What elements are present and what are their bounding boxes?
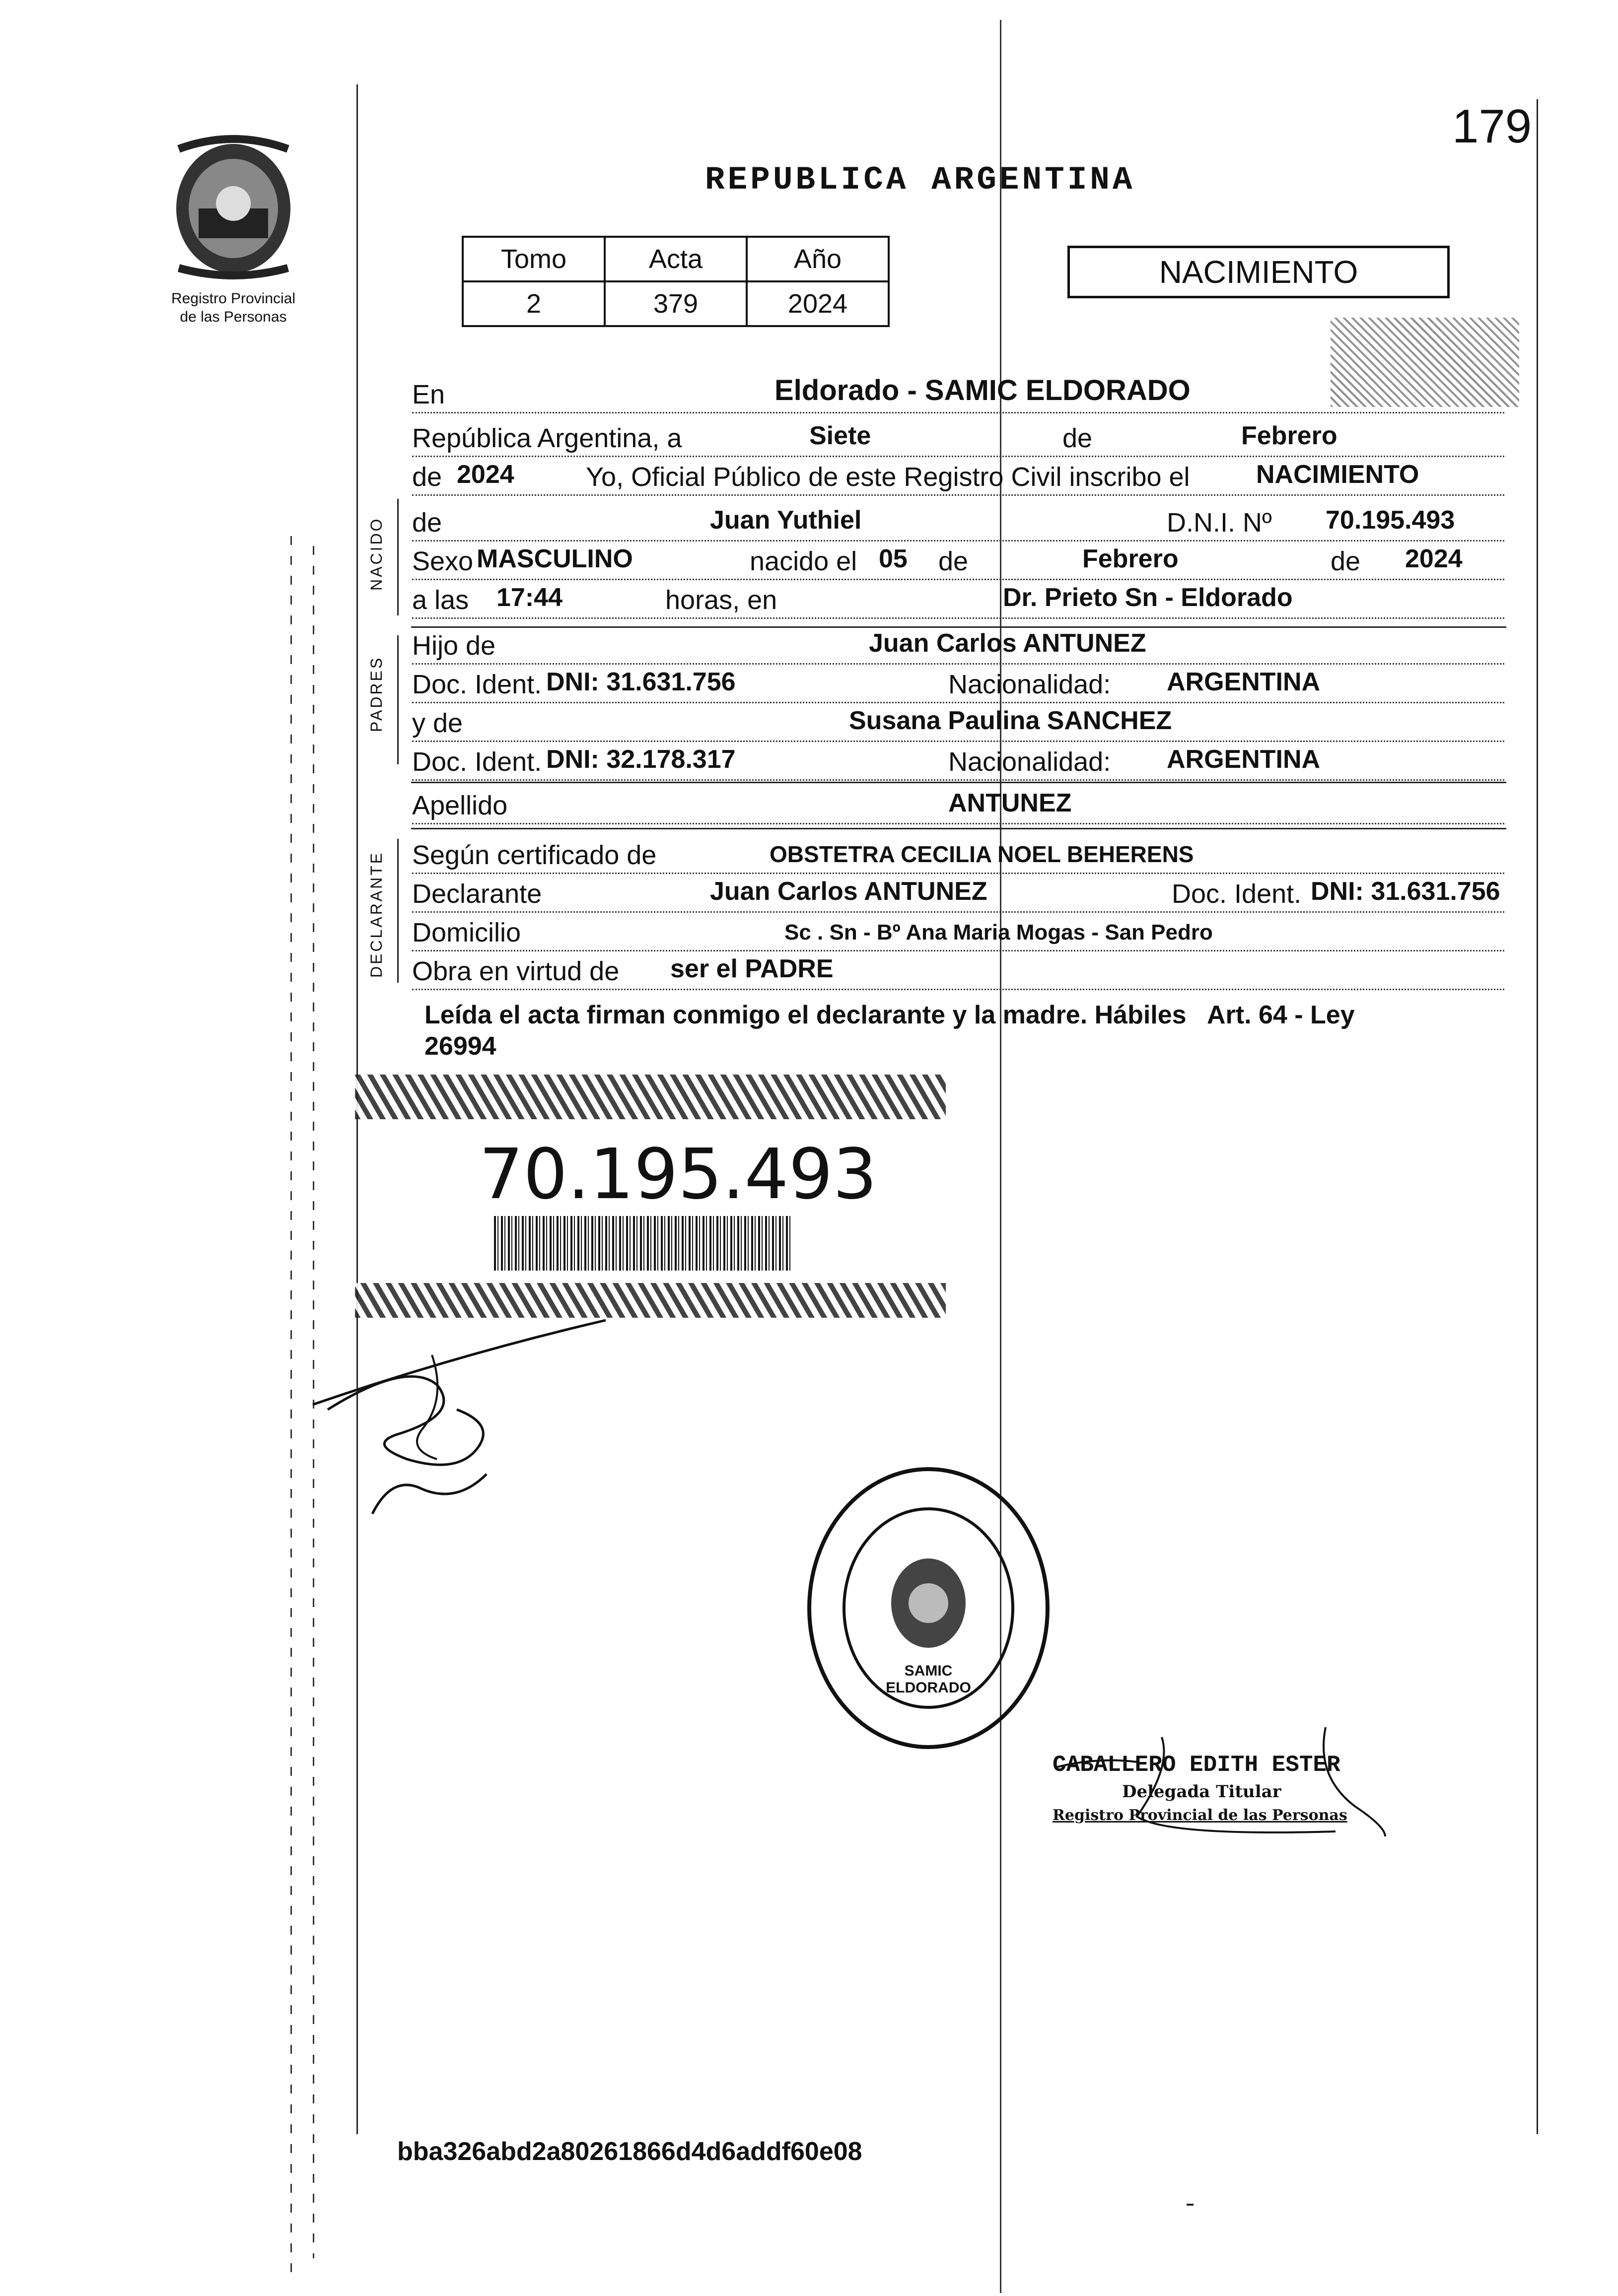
record-table [462,236,890,327]
declarante-doc-label: Doc. Ident. [1172,879,1302,909]
official-name: CABALLERO EDITH ESTER [1053,1752,1340,1778]
domicilio-label: Domicilio [412,918,521,947]
registry-name-line1: Registro Provincial [171,290,296,307]
sticker-pattern-top [355,1075,946,1119]
sexo-value: MASCULINO [477,544,633,573]
de-label: de [1062,423,1093,453]
nacido-name-value: Juan Yuthiel [710,506,862,535]
row-declarante [412,873,1504,913]
divider-declarante [411,828,1506,829]
mother-name: Susana Paulina SANCHEZ [849,706,1172,735]
row-en [412,373,1504,413]
yde-label: y de [412,708,463,738]
hijo-label: Hijo de [412,631,496,661]
official-office: Registro Provincial de las Personas [1053,1807,1347,1824]
padres-bracket [397,635,399,764]
dni-sticker [355,1075,946,1318]
inscribo-text: Yo, Oficial Público de este Registro Civil inscribo el [586,462,1190,492]
divider-apellido [411,782,1506,783]
row-father-doc [412,663,1504,703]
row-hijo [412,624,1504,665]
document-hash: bba326abd2a80261866d4d6addf60e08 [397,2137,862,2166]
row-republica [412,417,1504,457]
year-prefix: de [412,462,442,492]
padres-section-label: PADRES [367,656,385,732]
row-sexo [412,540,1504,580]
row-obra [412,950,1504,990]
declarante-section-label: DECLARANTE [367,851,385,978]
record-value-ano: 2024 [747,281,889,326]
month-value: Febrero [1241,421,1337,450]
row-alas [412,579,1504,619]
right-margin-line [1537,99,1538,2134]
record-value-acta: 379 [605,281,747,326]
declarante-value: Juan Carlos ANTUNEZ [710,877,987,906]
record-header-acta: Acta [605,237,747,281]
dni-label: D.N.I. Nº [1167,508,1272,538]
apellido-value: ANTUNEZ [948,789,1072,817]
record-value-tomo: 2 [463,281,605,326]
domicilio-value: Sc . Sn - Bº Ana Maria Mogas - San Pedro [784,920,1213,945]
page-number: 179 [1452,100,1532,153]
obra-label: Obra en virtud de [412,956,620,986]
declarant-signature [308,1310,616,1519]
row-domicilio [412,911,1504,951]
official-signature-icon [1038,1707,1405,1846]
en-value: Eldorado - SAMIC ELDORADO [774,374,1191,406]
segun-label: Según certificado de [412,840,657,870]
dni-value: 70.195.493 [1326,506,1455,535]
row-yde [412,702,1504,742]
declarante-bracket [397,839,399,983]
nacido-el-label: nacido el [750,546,857,576]
row-nacido-name [412,501,1504,541]
sexo-label: Sexo [412,546,474,576]
province-shield-icon [164,134,303,283]
father-doc-label: Doc. Ident. [412,670,542,699]
left-perforation [290,536,292,2273]
page-title: REPUBLICA ARGENTINA [705,161,1135,199]
alas-label: a las [412,585,469,615]
closing-line-2: 26994 [424,1032,496,1061]
birth-month-value: Febrero [1082,544,1179,573]
sticker-dni-number: 70.195.493 [479,1134,877,1215]
father-name: Juan Carlos ANTUNEZ [869,629,1146,658]
document-type-box: NACIMIENTO [1067,246,1450,298]
father-nac-label: Nacionalidad: [948,670,1111,699]
official-role: Delegada Titular [1122,1782,1281,1802]
father-nac-value: ARGENTINA [1167,668,1321,696]
nacido-de-label: de [412,508,442,538]
obra-value: ser el PADRE [670,954,834,983]
row-inscribo [412,456,1504,496]
father-doc-value: DNI: 31.631.756 [546,668,736,696]
declarante-doc-value: DNI: 31.631.756 [1311,877,1500,906]
sticker-barcode [494,1216,792,1271]
time-value: 17:44 [496,583,563,612]
signature-scribble-icon [308,1310,616,1519]
birth-de-label-2: de [1331,546,1361,576]
province-logo [164,134,303,283]
nacido-bracket [397,499,399,615]
row-segun [412,834,1504,874]
day-value: Siete [809,421,871,450]
official-signature [1038,1707,1405,1846]
row-apellido [412,784,1504,824]
stray-mark [1187,2204,1194,2206]
horas-label: horas, en [665,585,777,615]
record-header-ano: Año [747,237,889,281]
closing-line-1: Leída el acta firman conmigo el declarante y la madre. Hábiles Art. 64 - Ley [424,1001,1355,1029]
birth-day-value: 05 [879,544,908,573]
seal-icon [804,1464,1053,1752]
row-mother-doc [412,741,1504,781]
apellido-label: Apellido [412,791,508,820]
place-value: Dr. Prieto Sn - Eldorado [1003,583,1293,612]
year-value: 2024 [457,460,514,489]
fold-line [1000,20,1001,2293]
republica-label: República Argentina, a [412,423,682,453]
birth-de-label: de [938,546,969,576]
mother-nac-value: ARGENTINA [1167,745,1321,774]
segun-value: OBSTETRA CECILIA NOEL BEHERENS [770,841,1194,867]
record-header-tomo: Tomo [463,237,605,281]
registry-name-line2: de las Personas [180,309,287,325]
act-type-value: NACIMIENTO [1256,460,1419,489]
seal-inner-text: SAMIC ELDORADO [886,1663,971,1696]
mother-doc-value: DNI: 32.178.317 [546,745,736,774]
mother-doc-label: Doc. Ident. [412,747,542,777]
nacido-section-label: NACIDO [367,517,385,591]
mother-nac-label: Nacionalidad: [948,747,1111,777]
birth-year-value: 2024 [1405,544,1463,573]
official-seal [804,1464,1053,1752]
en-label: En [412,380,445,409]
declarante-label: Declarante [412,879,542,909]
